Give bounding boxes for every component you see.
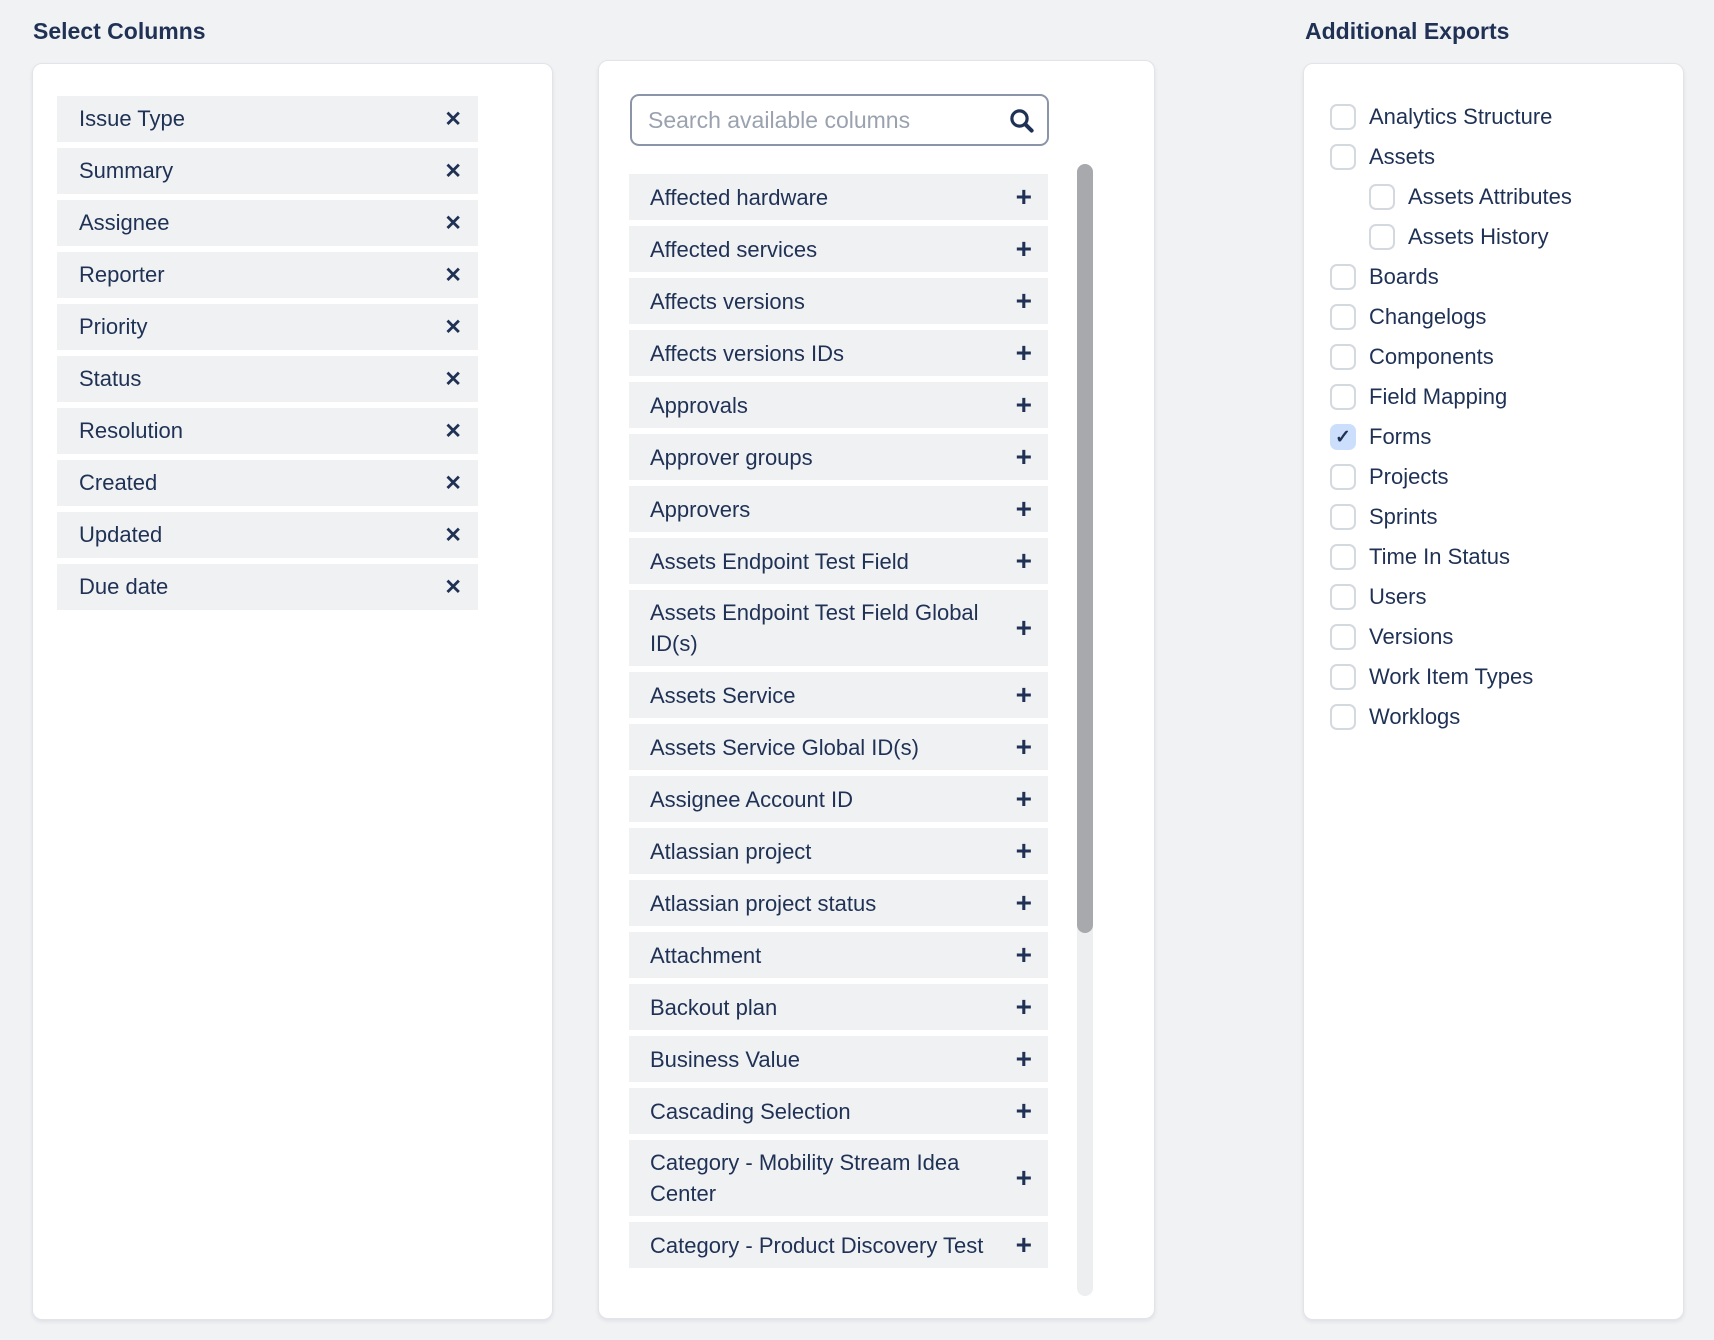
add-column-icon[interactable]: +	[1015, 612, 1032, 643]
selected-column-row[interactable]	[57, 96, 478, 142]
export-checkbox-row[interactable]	[1330, 377, 1667, 417]
export-label[interactable]: Assets Attributes	[1408, 184, 1572, 209]
checkbox-unchecked[interactable]	[1330, 664, 1356, 690]
export-label[interactable]: Assets History	[1408, 224, 1549, 249]
checkbox-unchecked[interactable]	[1330, 544, 1356, 570]
selected-column-row[interactable]	[57, 304, 478, 350]
export-label[interactable]: Boards	[1369, 264, 1439, 289]
add-column-icon[interactable]: +	[1015, 783, 1032, 814]
add-column-icon[interactable]: +	[1015, 545, 1032, 576]
selected-column-label: Reporter	[79, 262, 165, 287]
export-label[interactable]: Assets	[1369, 144, 1436, 169]
available-column-row[interactable]	[629, 330, 1048, 376]
available-column-label: Affected hardware	[650, 184, 829, 210]
available-column-label: Attachment	[650, 942, 762, 968]
selected-column-row[interactable]	[57, 252, 478, 298]
export-checkbox-row[interactable]	[1330, 457, 1667, 497]
remove-column-icon[interactable]: ✕	[444, 107, 462, 131]
available-column-label: Affects versions IDs	[650, 340, 844, 366]
available-column-row[interactable]	[629, 932, 1048, 978]
export-label[interactable]: Forms	[1369, 424, 1432, 449]
available-column-row[interactable]	[629, 672, 1048, 718]
export-label[interactable]: Projects	[1369, 464, 1449, 489]
available-column-label: Assets Endpoint Test Field Global ID(s)	[650, 600, 979, 656]
selected-column-label: Due date	[79, 574, 169, 599]
selected-column-row[interactable]	[57, 356, 478, 402]
checkbox-unchecked[interactable]	[1330, 304, 1356, 330]
export-checkbox-row[interactable]	[1330, 657, 1667, 697]
available-column-label: Category - Mobility Stream Idea Center	[650, 1150, 960, 1206]
add-column-icon[interactable]: +	[1015, 233, 1032, 264]
selected-columns-list	[57, 96, 478, 610]
checkbox-unchecked[interactable]	[1369, 184, 1395, 210]
available-column-label: Business Value	[650, 1046, 801, 1072]
available-column-row[interactable]	[629, 174, 1048, 220]
selected-column-row[interactable]	[57, 512, 478, 558]
checkbox-unchecked[interactable]	[1330, 264, 1356, 290]
available-column-label: Approvers	[650, 496, 751, 522]
add-column-icon[interactable]: +	[1015, 887, 1032, 918]
selected-column-label: Assignee	[79, 210, 170, 235]
checkbox-unchecked[interactable]	[1330, 584, 1356, 610]
available-column-label: Assignee Account ID	[650, 786, 854, 812]
available-column-row[interactable]	[629, 382, 1048, 428]
additional-exports-list	[1330, 97, 1667, 737]
remove-column-icon[interactable]: ✕	[444, 419, 462, 443]
export-checkbox-row[interactable]	[1369, 177, 1667, 217]
available-column-row[interactable]	[629, 1222, 1048, 1268]
available-column-row[interactable]	[629, 590, 1048, 666]
select-columns-heading: Select Columns	[33, 18, 206, 44]
export-checkbox-row[interactable]	[1330, 497, 1667, 537]
search-icon	[1008, 107, 1035, 134]
selected-column-label: Priority	[79, 314, 148, 339]
export-checkbox-row[interactable]	[1330, 537, 1667, 577]
export-label[interactable]: Analytics Structure	[1369, 104, 1553, 129]
checkbox-unchecked[interactable]	[1369, 224, 1395, 250]
export-checkbox-row[interactable]	[1330, 697, 1667, 737]
available-column-row[interactable]	[629, 1036, 1048, 1082]
available-column-row[interactable]	[629, 984, 1048, 1030]
remove-column-icon[interactable]: ✕	[444, 367, 462, 391]
checkbox-checked[interactable]	[1330, 424, 1356, 450]
selected-column-row[interactable]	[57, 564, 478, 610]
available-column-row[interactable]	[629, 486, 1048, 532]
selected-column-row[interactable]	[57, 148, 478, 194]
export-label[interactable]: Time In Status	[1369, 544, 1511, 569]
search-box	[630, 94, 1049, 146]
remove-column-icon[interactable]: ✕	[444, 315, 462, 339]
available-column-row[interactable]	[629, 226, 1048, 272]
add-column-icon[interactable]: +	[1015, 939, 1032, 970]
export-checkbox-row[interactable]	[1330, 257, 1667, 297]
remove-column-icon[interactable]: ✕	[444, 471, 462, 495]
selected-column-label: Status	[79, 366, 142, 391]
available-column-row[interactable]	[629, 538, 1048, 584]
selected-column-row[interactable]	[57, 408, 478, 454]
search-input[interactable]	[632, 107, 1008, 134]
scrollbar-track[interactable]	[1077, 164, 1093, 1296]
available-column-row[interactable]	[629, 278, 1048, 324]
available-column-label: Atlassian project	[650, 838, 812, 864]
available-column-row[interactable]	[629, 1140, 1048, 1216]
available-columns-list	[629, 174, 1048, 1291]
available-column-label: Category - Product Discovery Test	[650, 1232, 984, 1258]
export-checkbox-row[interactable]	[1330, 337, 1667, 377]
remove-column-icon[interactable]: ✕	[444, 159, 462, 183]
check-icon: ✓	[1335, 426, 1351, 448]
checkbox-unchecked[interactable]	[1330, 704, 1356, 730]
available-column-label: Approvals	[650, 392, 748, 418]
remove-column-icon[interactable]: ✕	[444, 263, 462, 287]
available-column-label: Backout plan	[650, 994, 778, 1020]
add-column-icon[interactable]: +	[1015, 835, 1032, 866]
export-checkbox-row[interactable]	[1330, 577, 1667, 617]
add-column-icon[interactable]: +	[1015, 679, 1032, 710]
export-checkbox-row[interactable]	[1330, 417, 1667, 457]
additional-exports-panel	[1303, 63, 1684, 1320]
available-column-label: Assets Service Global ID(s)	[650, 734, 919, 760]
checkbox-unchecked[interactable]	[1330, 384, 1356, 410]
add-column-icon[interactable]: +	[1015, 991, 1032, 1022]
add-column-icon[interactable]: +	[1015, 1095, 1032, 1126]
checkbox-unchecked[interactable]	[1330, 464, 1356, 490]
add-column-icon[interactable]: +	[1015, 1043, 1032, 1074]
available-column-row[interactable]	[629, 724, 1048, 770]
available-column-row[interactable]	[629, 434, 1048, 480]
available-column-label: Approver groups	[650, 444, 813, 470]
add-column-icon[interactable]: +	[1015, 285, 1032, 316]
selected-column-row[interactable]	[57, 460, 478, 506]
checkbox-unchecked[interactable]	[1330, 344, 1356, 370]
export-label[interactable]: Users	[1369, 584, 1427, 609]
available-column-label: Affects versions	[650, 288, 805, 314]
checkbox-unchecked[interactable]	[1330, 104, 1356, 130]
add-column-icon[interactable]: +	[1015, 731, 1032, 762]
available-column-label: Cascading Selection	[650, 1098, 851, 1124]
scrollbar-thumb[interactable]	[1077, 164, 1093, 933]
selected-column-label: Updated	[79, 522, 163, 547]
available-column-row[interactable]	[629, 776, 1048, 822]
checkbox-unchecked[interactable]	[1330, 504, 1356, 530]
export-label[interactable]: Sprints	[1369, 504, 1438, 529]
add-column-icon[interactable]: +	[1015, 389, 1032, 420]
remove-column-icon[interactable]: ✕	[444, 211, 462, 235]
available-column-row[interactable]	[629, 1088, 1048, 1134]
selected-column-label: Resolution	[79, 418, 183, 443]
available-column-row[interactable]	[629, 828, 1048, 874]
export-label[interactable]: Changelogs	[1369, 304, 1487, 329]
remove-column-icon[interactable]: ✕	[444, 523, 462, 547]
add-column-icon[interactable]: +	[1015, 493, 1032, 524]
export-label[interactable]: Versions	[1369, 624, 1454, 649]
checkbox-unchecked[interactable]	[1330, 144, 1356, 170]
selected-column-label: Created	[79, 470, 158, 495]
export-checkbox-row[interactable]	[1330, 137, 1667, 177]
add-column-icon[interactable]: +	[1015, 1229, 1032, 1260]
export-checkbox-row[interactable]	[1330, 97, 1667, 137]
export-checkbox-row[interactable]	[1330, 297, 1667, 337]
available-column-label: Affected services	[650, 236, 818, 262]
selected-columns-panel	[32, 63, 553, 1320]
selected-column-label: Summary	[79, 158, 174, 183]
available-column-label: Assets Endpoint Test Field	[650, 548, 909, 574]
export-checkbox-row[interactable]	[1330, 617, 1667, 657]
export-label[interactable]: Work Item Types	[1369, 664, 1534, 689]
export-checkbox-row[interactable]	[1369, 217, 1667, 257]
add-column-icon[interactable]: +	[1015, 1162, 1032, 1193]
export-label[interactable]: Components	[1369, 344, 1494, 369]
export-label[interactable]: Worklogs	[1369, 704, 1461, 729]
add-column-icon[interactable]: +	[1015, 181, 1032, 212]
add-column-icon[interactable]: +	[1015, 337, 1032, 368]
available-column-label: Assets Service	[650, 682, 796, 708]
additional-exports-heading: Additional Exports	[1305, 18, 1510, 44]
add-column-icon[interactable]: +	[1015, 441, 1032, 472]
available-column-row[interactable]	[629, 880, 1048, 926]
available-columns-panel	[598, 60, 1155, 1319]
selected-column-label: Issue Type	[79, 106, 185, 131]
remove-column-icon[interactable]: ✕	[444, 575, 462, 599]
export-label[interactable]: Field Mapping	[1369, 384, 1508, 409]
checkbox-unchecked[interactable]	[1330, 624, 1356, 650]
selected-column-row[interactable]	[57, 200, 478, 246]
available-column-label: Atlassian project status	[650, 890, 877, 916]
